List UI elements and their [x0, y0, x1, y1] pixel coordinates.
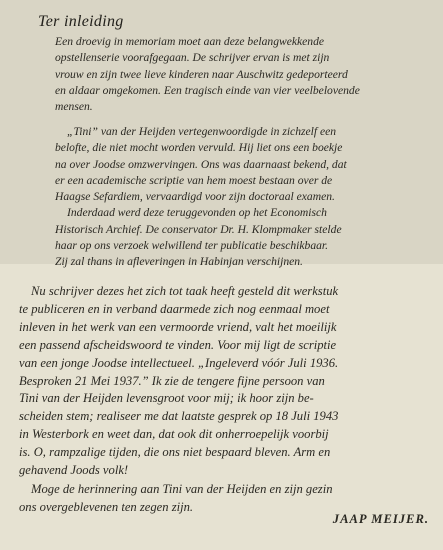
text-line: Inderdaad werd deze teruggevonden op het Economisch	[67, 206, 327, 220]
text-line: Haagse Sefardiem, vervaardigd voor zijn doctoraal examen.	[55, 190, 335, 204]
text-line: en aldaar omgekomen. Een tragisch einde van vier veelbelovende	[55, 83, 360, 97]
intro-paragraph-2	[55, 124, 419, 271]
text-line: na over Joodse omzwervingen. Ons was daarnaast bekend, dat	[55, 157, 347, 171]
text-line: ons overgeblevenen ten zegen zijn.	[19, 499, 194, 514]
text-line: Historisch Archief. De conservator Dr. H. Klompmaker stelde	[55, 222, 342, 236]
text-line: opstellenserie voorafgegaan. De schrijver ervan is met zijn	[55, 51, 330, 65]
text-line: vrouw en zijn twee lieve kinderen naar Auschwitz gedeporteerd	[55, 67, 348, 81]
text-line: Een droevig in memoriam moet aan deze belangwekkende	[55, 35, 325, 48]
text-line: er een academische scriptie van hem moest bestaan over de	[55, 173, 333, 187]
text-line: te publiceren en in verband daarmede zich nog eenmaal moet	[19, 301, 330, 316]
body-paragraph-1	[19, 283, 423, 480]
text-line: Zij zal thans in afleveringen in Habinjan verschijnen.	[55, 255, 303, 269]
text-line: Tini van der Heijden levensgroot voor mij; ik hoor zijn be-	[19, 391, 314, 406]
text-line: is. O, rampzalige tijden, die ons niet bespaard bleven. Arm en	[19, 445, 331, 460]
text-line: belofte, die niet mocht worden vervuld. Hij liet ons een boekje	[55, 141, 343, 155]
text-line: scheiden stem; realiseer me dat laatste gesprek op 18 Juli 1943	[19, 409, 339, 424]
text-line: mensen.	[55, 100, 93, 114]
intro-paragraph-1	[55, 34, 419, 115]
text-line: Nu schrijver dezes het zich tot taak heeft gesteld dit werkstuk	[31, 284, 339, 298]
section-title: Ter inleiding	[38, 13, 124, 30]
text-line: in Westerbork en weet dan, dat ook dit onherroepelijk voorbij	[19, 427, 329, 442]
text-line: een passend afscheidswoord te vinden. Voor mij ligt de scriptie	[19, 337, 337, 352]
text-line: inleven in het werk van een vermoorde vriend, valt het moeilijk	[19, 319, 337, 334]
text-line: „Tini” van der Heijden vertegenwoordigde in zichzelf een	[67, 125, 337, 138]
text-line: Besproken 21 Mei 1937.” Ik zie de tengere fijne persoon van	[19, 373, 325, 388]
text-line: van een jonge Joodse intellectueel. „Ingeleverd vóór Juli 1936.	[19, 355, 339, 370]
text-line: Moge de herinnering aan Tini van der Heijden en zijn gezin	[31, 482, 333, 496]
author-signature: JAAP MEIJER.	[332, 512, 429, 526]
text-line: gehavend Joods volk!	[19, 463, 129, 478]
text-line: haar op ons verzoek welwillend ter publicatie beschikbaar.	[55, 239, 329, 253]
